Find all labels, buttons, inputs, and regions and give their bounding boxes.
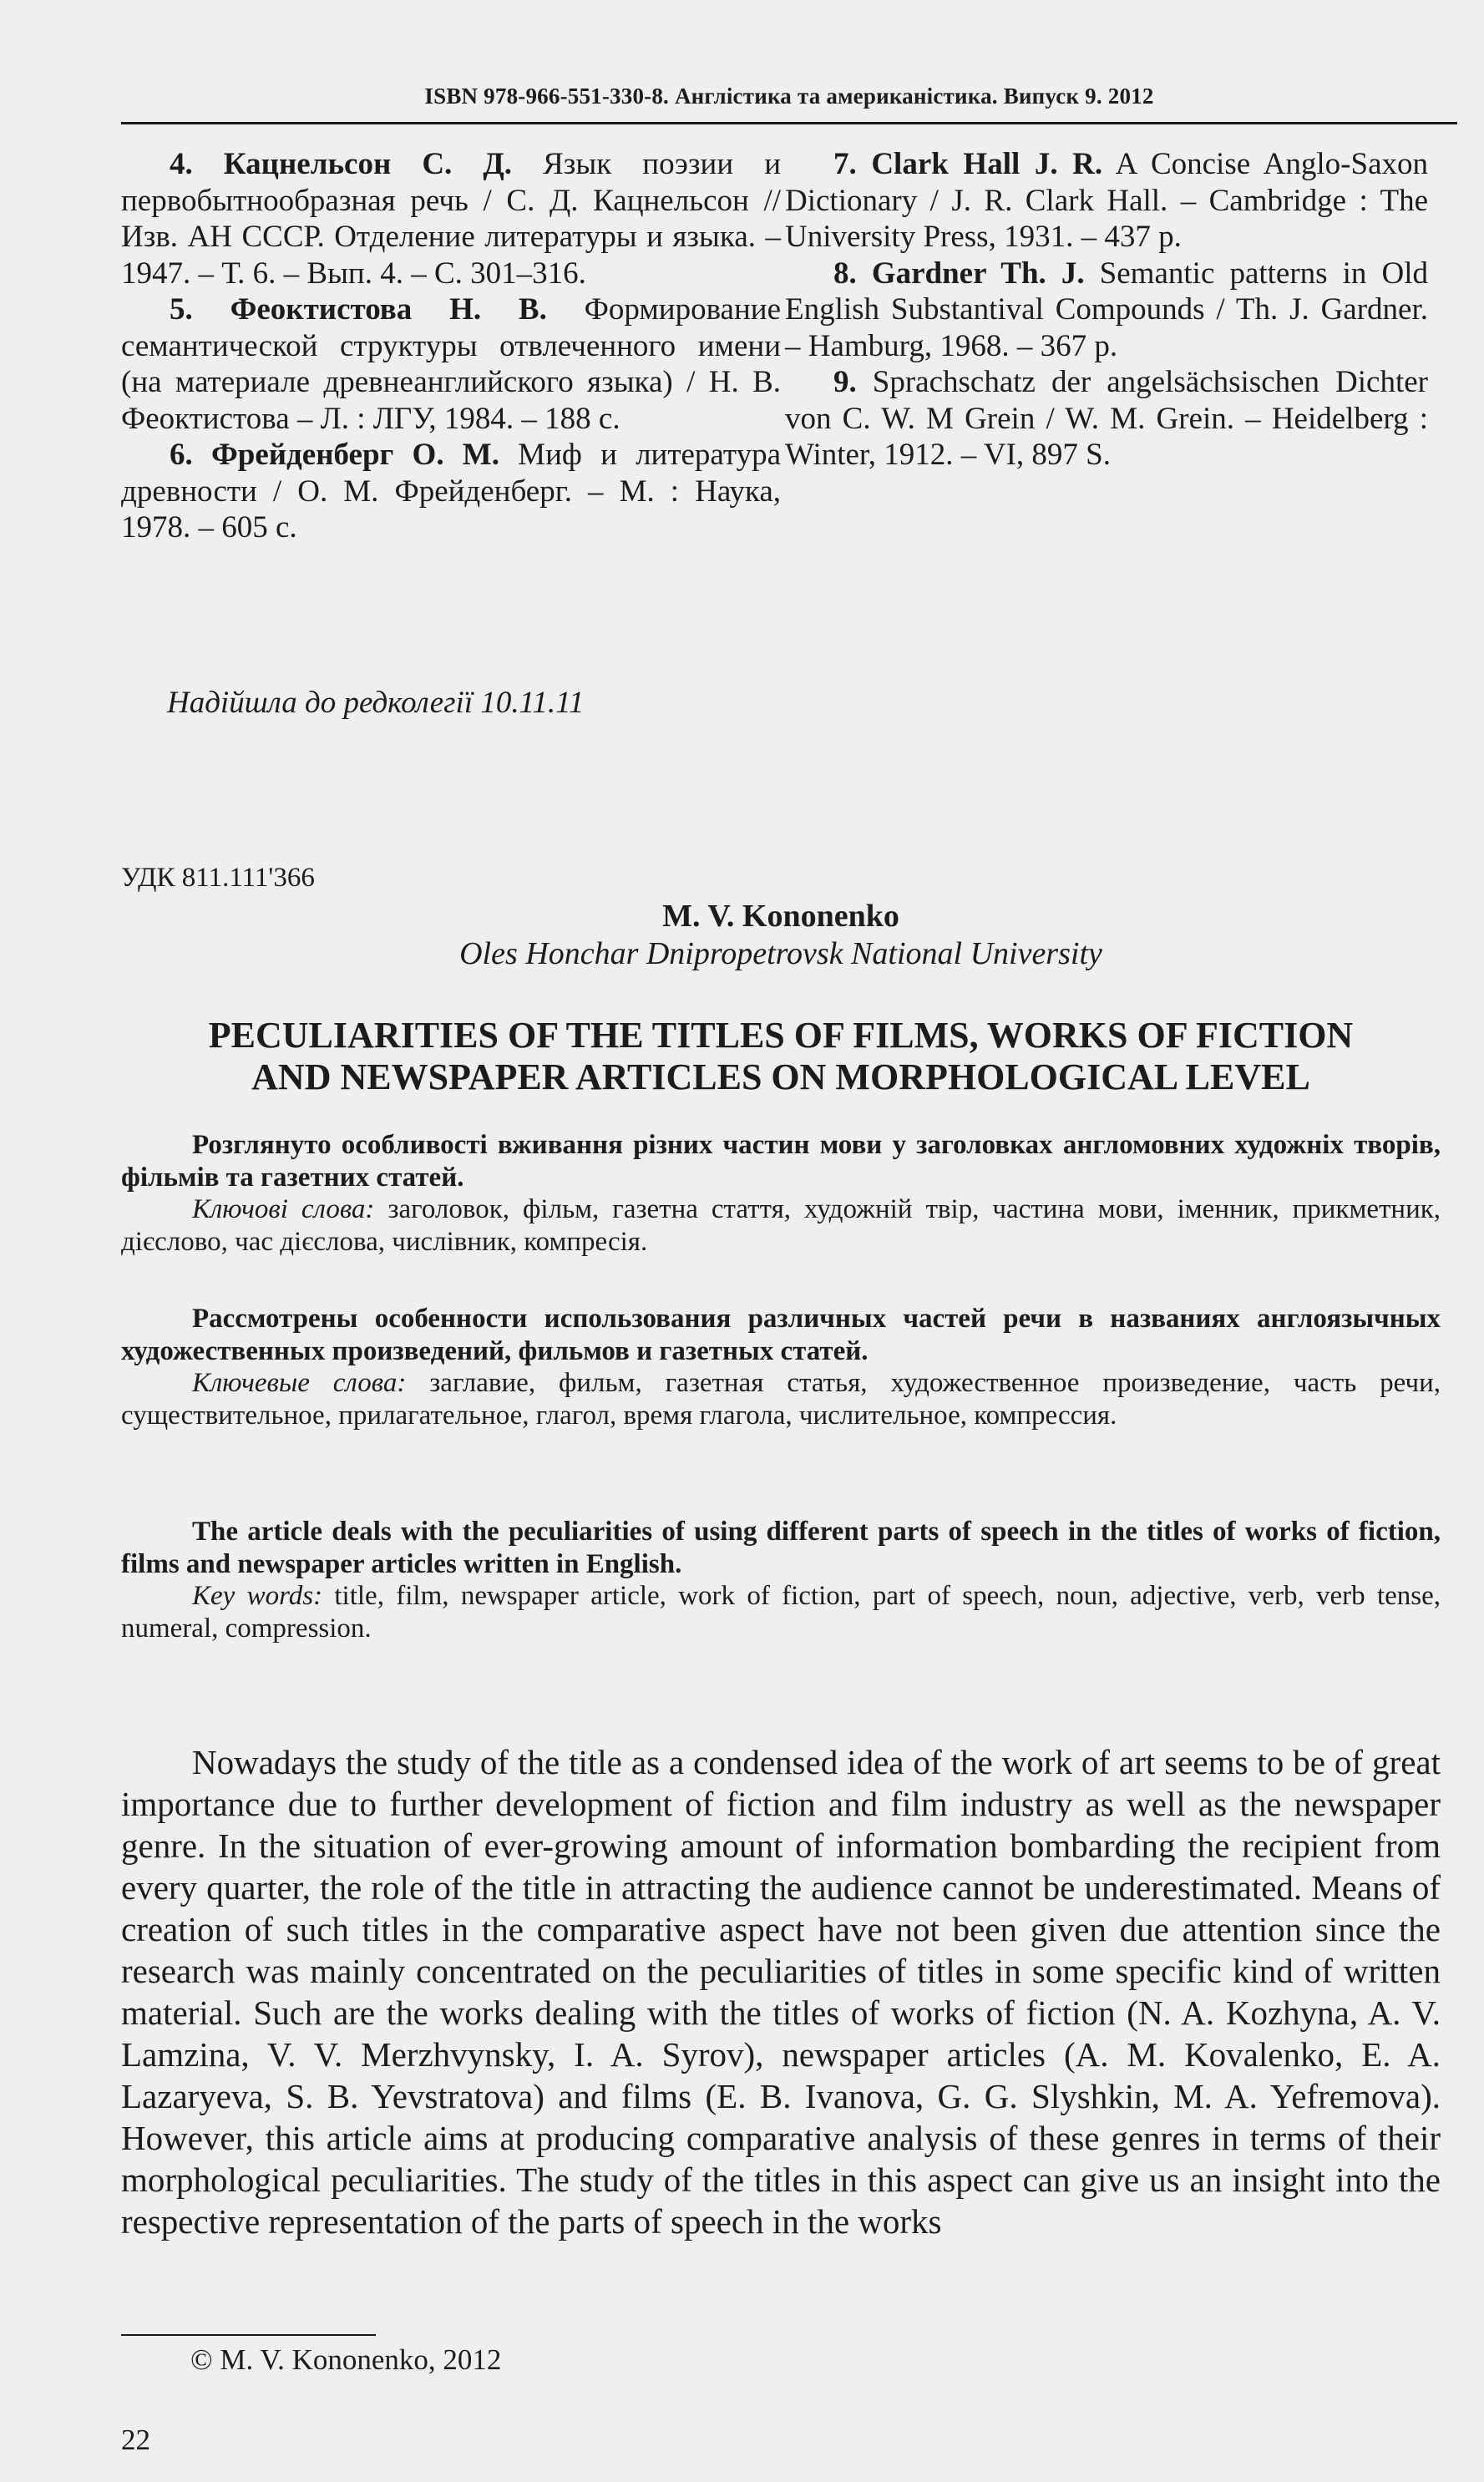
reference-text: Язык поэзии и первобытнообразная речь / С. Д. Кацнельсон // Изв. АН СССР. Отделение литературы и языка. – 1947. – Т. 6. – Вып. 4. – С. 301–316.	[121, 147, 782, 291]
abstract-russian-block	[121, 1303, 1441, 1431]
keywords-text: заголовок, фільм, газетна стаття, художній твір, частина мови, іменник, прикметник, дієслово, час дієслова, числівник, компресія.	[121, 1194, 1441, 1257]
reference-item	[121, 146, 781, 291]
reference-author: 5. Феоктистова Н. В.	[170, 292, 547, 327]
keywords-label: Key words:	[192, 1581, 323, 1611]
article-author: M. V. Kononenko	[662, 899, 899, 934]
reference-author: 6. Фрейденберг О. М.	[170, 438, 499, 472]
reference-text: Миф и литература древности / О. М. Фрейденберг. – М. : Наука, 1978. – 605 с.	[121, 438, 782, 545]
references-right-column	[785, 146, 1428, 474]
abstract-russian: Рассмотрены особенности использования различных частей речи в названиях англоязычных художественных произведений, фильмов и газетных статей.	[121, 1304, 1441, 1366]
reference-item	[121, 291, 781, 437]
abstract-ukrainian: Розглянуто особливості вживання різних частин мови у заголовках англомовних художніх творів, фільмів та газетних статей.	[121, 1130, 1441, 1193]
article-title	[121, 1015, 1441, 1098]
reference-text: A Concise Anglo-Saxon Dictionary / J. R. Clark Hall. – Cambridge : The University Press, 1931. – 437 p.	[785, 147, 1429, 254]
footnote-rule	[121, 2334, 376, 2336]
reference-author: 8. Gardner Th. J.	[833, 256, 1085, 291]
reference-author: 9.	[833, 365, 857, 399]
title-line: PECULIARITIES OF THE TITLES OF FILMS, WORKS OF FICTION	[208, 1015, 1354, 1056]
body-paragraph: Nowadays the study of the title as a condensed idea of the work of art seems to be of great importance due to further development of fiction and film industry as well as the newspaper genre. In the situation of ever-growing amount of information bombarding the recipient from every quarter, the role of the title in attracting the audience cannot be underestimated. Means of creation of such titles in the comparative aspect have not been given due attention since the research was mainly concentrated on the peculiarities of titles in some specific kind of written material. Such are the works dealing with the titles of works of fiction (N. A. Kozhyna, A. V. Lamzina, V. V. Merzhvynsky, I. A. Syrov), newspaper articles (A. M. Kovalenko, E. A. Lazaryeva, S. B. Yevstratova) and films (E. B. Ivanova, G. G. Slyshkin, M. A. Yefremova). However, this article aims at producing comparative analysis of these genres in terms of their morphological peculiarities. The study of the titles in this aspect can give us an insight into the respective representation of the parts of speech in the works	[121, 1743, 1441, 2241]
keywords-text: title, film, newspaper article, work of fiction, part of speech, noun, adjective, verb, verb tense, numeral, compression.	[121, 1581, 1441, 1644]
reference-item	[785, 146, 1428, 256]
keywords-russian	[121, 1367, 1441, 1431]
header-rule	[121, 122, 1457, 124]
reference-item	[785, 256, 1428, 365]
author-affiliation: Oles Honchar Dnipropetrovsk National University	[459, 936, 1102, 971]
keywords-english	[121, 1580, 1441, 1644]
copyright-notice: © M. V. Kononenko, 2012	[190, 2343, 502, 2376]
reference-item	[121, 437, 781, 546]
abstract-english-block	[121, 1516, 1441, 1644]
page-number: 22	[121, 2424, 150, 2456]
keywords-text: заглавие, фильм, газетная статья, художественное произведение, часть речи, существительное, прилагательное, глагол, время глагола, числительное, компрессия.	[121, 1368, 1441, 1431]
running-header: ISBN 978-966-551-330-8. Англістика та американістика. Випуск 9. 2012	[424, 84, 1154, 109]
reference-author: 7. Clark Hall J. R.	[833, 147, 1103, 181]
references-left-column	[121, 146, 781, 546]
keywords-ukrainian	[121, 1193, 1441, 1258]
title-line: AND NEWSPAPER ARTICLES ON MORPHOLOGICAL LEVEL	[251, 1056, 1310, 1097]
abstract-english: The article deals with the peculiarities of using different parts of speech in the titles of works of fiction, films and newspaper articles written in English.	[121, 1517, 1441, 1579]
abstract-ukrainian-block	[121, 1129, 1441, 1258]
keywords-label: Ключові слова:	[192, 1194, 375, 1224]
received-date: Надійшла до редколегії 10.11.11	[167, 686, 585, 720]
keywords-label: Ключевые слова:	[192, 1368, 407, 1398]
reference-item	[785, 364, 1428, 474]
reference-author: 4. Кацнельсон С. Д.	[170, 147, 513, 181]
reference-text: Semantic patterns in Old English Substantival Compounds / Th. J. Gardner. – Hamburg, 1968. – 367 p.	[785, 256, 1429, 363]
udk-code: УДК 811.111'366	[121, 863, 315, 893]
reference-text: Формирование семантической структуры отвлеченного имени (на материале древнеанглийского языка) / Н. В. Феоктистова – Л. : ЛГУ, 1984. – 188 с.	[121, 292, 781, 436]
reference-text: Sprachschatz der angelsächsischen Dichter von C. W. M Grein / W. M. Grein. – Heidelberg : Winter, 1912. – VI, 897 S.	[785, 365, 1428, 472]
